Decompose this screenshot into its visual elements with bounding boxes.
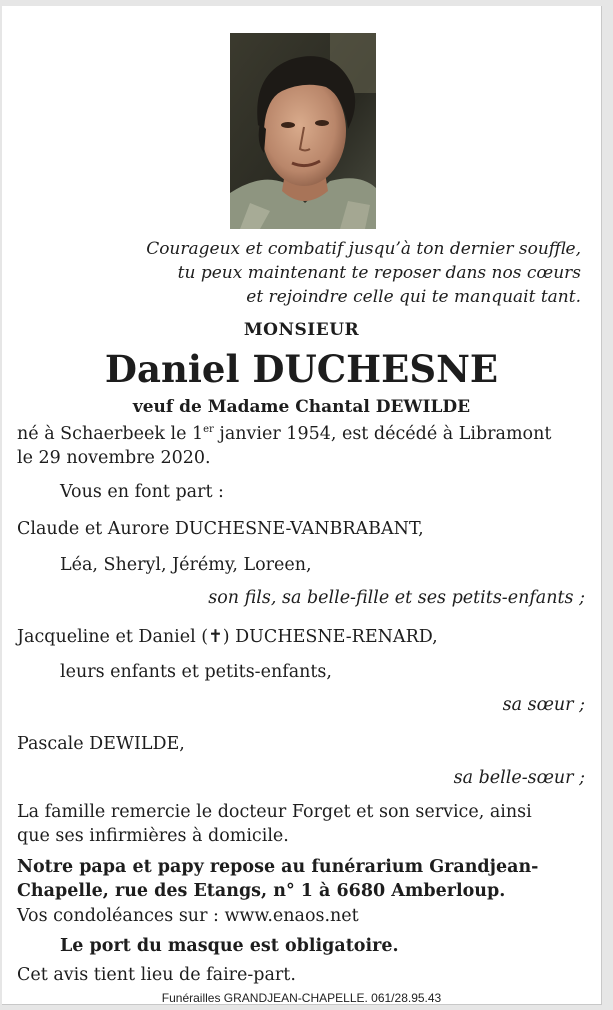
notice-line: Cet avis tient lieu de faire-part. — [17, 965, 296, 985]
family-sister-in-law: Pascale DEWILDE, — [17, 734, 185, 754]
thanks-line: que ses infirmières à domicile. — [17, 826, 289, 846]
portrait-image — [230, 33, 376, 229]
announce-line: Vous en font part : — [60, 482, 224, 502]
rest-line: Notre papa et papy repose au funérarium Grandjean- — [17, 857, 539, 877]
death-date-line: le 29 novembre 2020. — [17, 448, 211, 468]
family-sister: Jacqueline et Daniel (✝) DUCHESNE-RENARD, — [17, 627, 438, 647]
verse-line: tu peux maintenant te reposer dans nos cœurs — [177, 263, 581, 283]
thanks-line: La famille remercie le docteur Forget et son service, ainsi — [17, 802, 532, 822]
family-son: Claude et Aurore DUCHESNE-VANBRABANT, — [17, 519, 424, 539]
family-sister-children: leurs enfants et petits-enfants, — [60, 662, 332, 682]
family-grandchildren: Léa, Sheryl, Jérémy, Loreen, — [60, 555, 312, 575]
birth-line — [17, 422, 551, 446]
family-sister-in-law-relation: sa belle-sœur ; — [453, 768, 585, 788]
rest-line: Chapelle, rue des Etangs, n° 1 à 6680 Amberloup. — [17, 881, 506, 901]
deceased-name: Daniel DUCHESNE — [104, 347, 499, 391]
funeral-home-footer: Funérailles GRANDJEAN-CHAPELLE. 061/28.95.43 — [161, 991, 442, 1005]
family-son-relation: son fils, sa belle-fille et ses petits-enfants ; — [208, 588, 585, 608]
birth-text-cont: janvier 1954, est décédé à Libramont — [213, 424, 552, 444]
verse-line: et rejoindre celle qui te manquait tant. — [246, 287, 581, 307]
epitaph-verse — [146, 237, 581, 309]
birth-text: né à Schaerbeek le 1 — [17, 424, 204, 444]
mask-notice: Le port du masque est obligatoire. — [60, 936, 399, 956]
honorific: MONSIEUR — [243, 320, 360, 340]
widow-of: veuf de Madame Chantal DEWILDE — [132, 397, 471, 417]
family-sister-relation: sa sœur ; — [502, 695, 585, 715]
portrait-photo — [230, 33, 376, 229]
birth-sup: er — [203, 424, 214, 435]
verse-line: Courageux et combatif jusqu’à ton dernier souffle, — [146, 239, 581, 259]
condolences-line: Vos condoléances sur : www.enaos.net — [17, 906, 359, 926]
obituary-card — [2, 6, 602, 1005]
